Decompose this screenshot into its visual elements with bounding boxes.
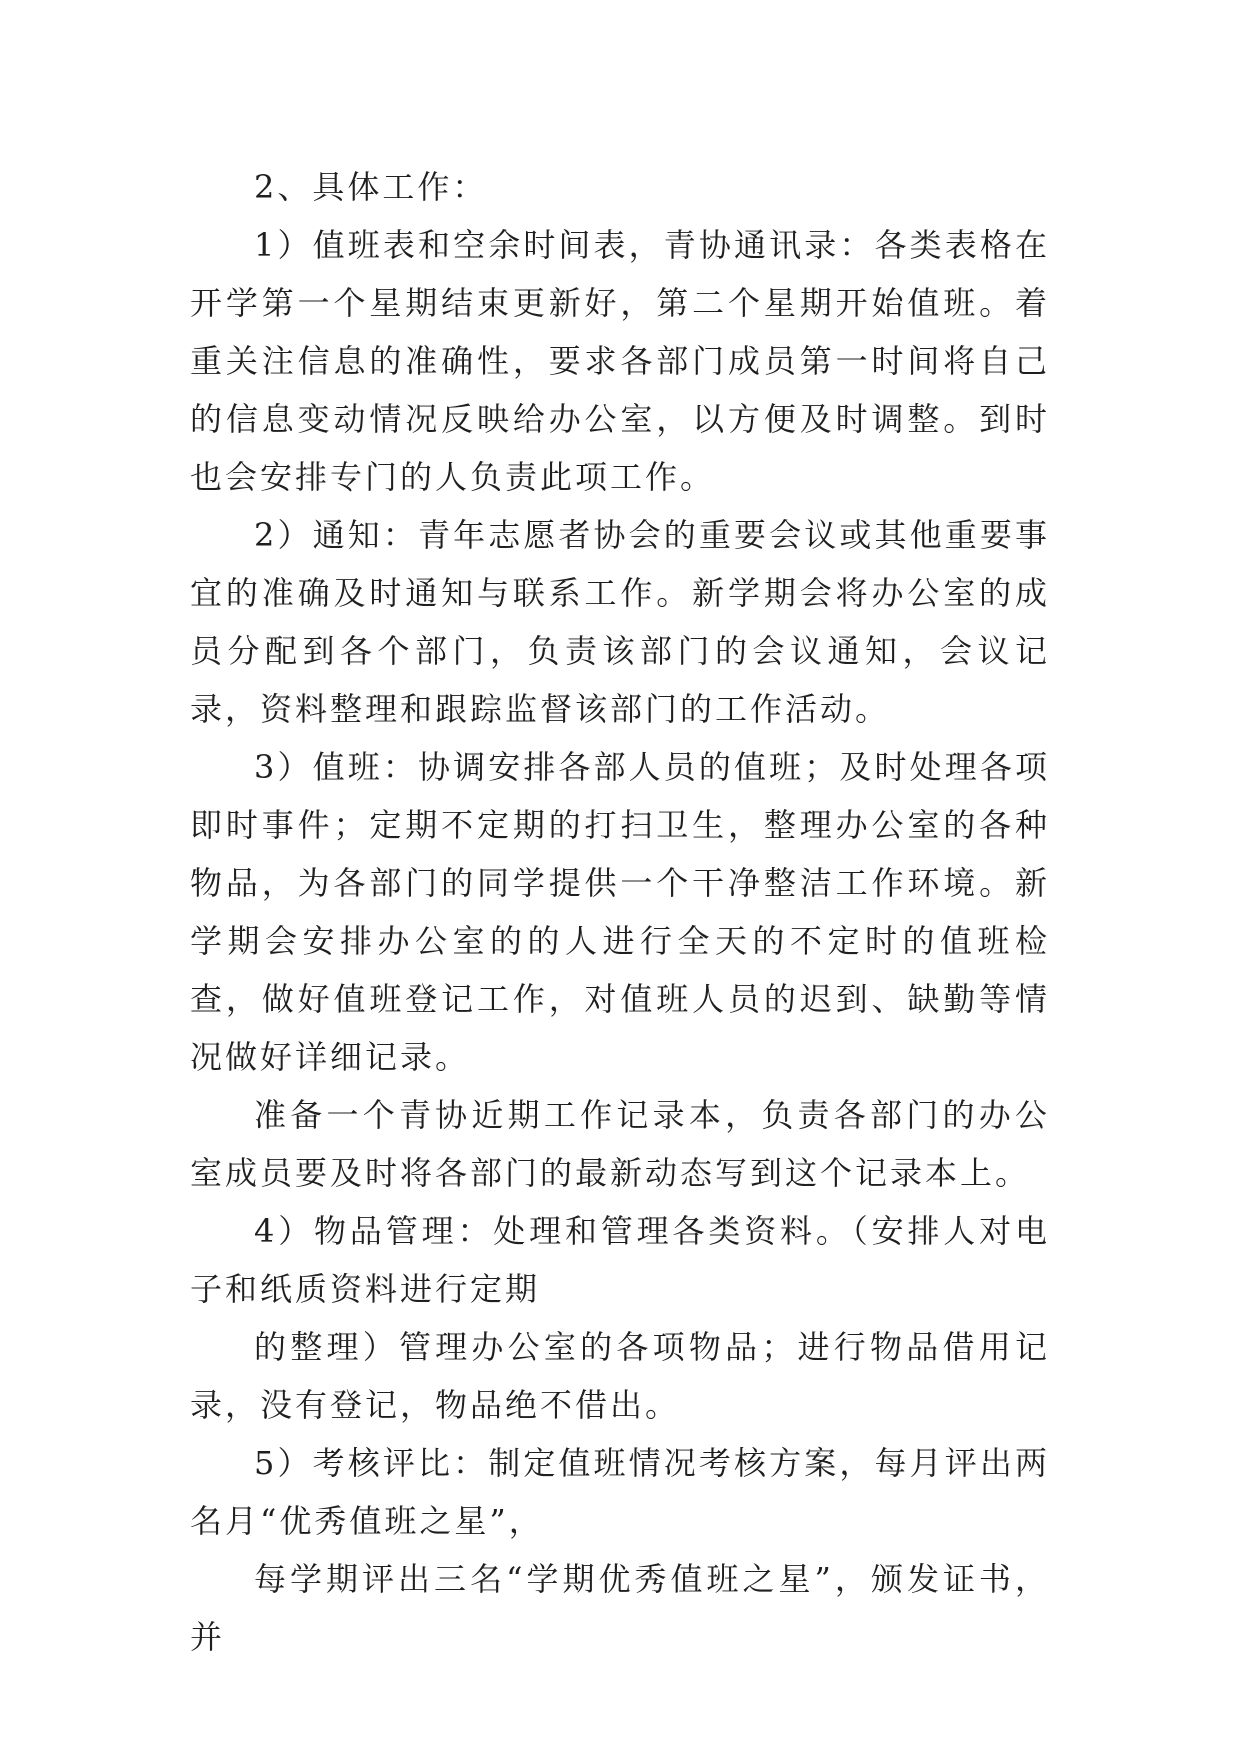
paragraph-assessment-cont: 每学期评出三名“学期优秀值班之星”，颁发证书，并 xyxy=(190,1560,1050,1656)
paragraph-item-management: 4）物品管理：处理和管理各类资料。（安排人对电子和纸质资料进行定期 xyxy=(190,1212,1050,1308)
paragraph-work-log: 准备一个青协近期工作记录本，负责各部门的办公室成员要及时将各部门的最新动态写到这个记录本上。 xyxy=(190,1096,1050,1192)
document-body xyxy=(190,158,1050,1666)
paragraph-item-management-cont: 的整理）管理办公室的各项物品；进行物品借用记录，没有登记，物品绝不借出。 xyxy=(190,1328,1050,1424)
paragraph-on-duty: 3）值班：协调安排各部人员的值班；及时处理各项即时事件；定期不定期的打扫卫生，整理办公室的各种物品，为各部门的同学提供一个干净整洁工作环境。新学期会安排办公室的的人进行全天的不定时的值班检查，做好值班登记工作，对值班人员的迟到、缺勤等情况做好详细记录。 xyxy=(190,748,1050,1076)
paragraph-duty-roster: 1）值班表和空余时间表，青协通讯录：各类表格在开学第一个星期结束更新好，第二个星期开始值班。着重关注信息的准确性，要求各部门成员第一时间将自己的信息变动情况反映给办公室，以方便及时调整。到时也会安排专门的人负责此项工作。 xyxy=(190,226,1050,496)
section-heading: 2、具体工作： xyxy=(254,168,488,206)
paragraph-assessment: 5）考核评比：制定值班情况考核方案，每月评出两名月“优秀值班之星”， xyxy=(190,1444,1050,1540)
paragraph-notification: 2）通知：青年志愿者协会的重要会议或其他重要事宜的准确及时通知与联系工作。新学期会将办公室的成员分配到各个部门，负责该部门的会议通知，会议记录，资料整理和跟踪监督该部门的工作活动。 xyxy=(190,516,1050,728)
